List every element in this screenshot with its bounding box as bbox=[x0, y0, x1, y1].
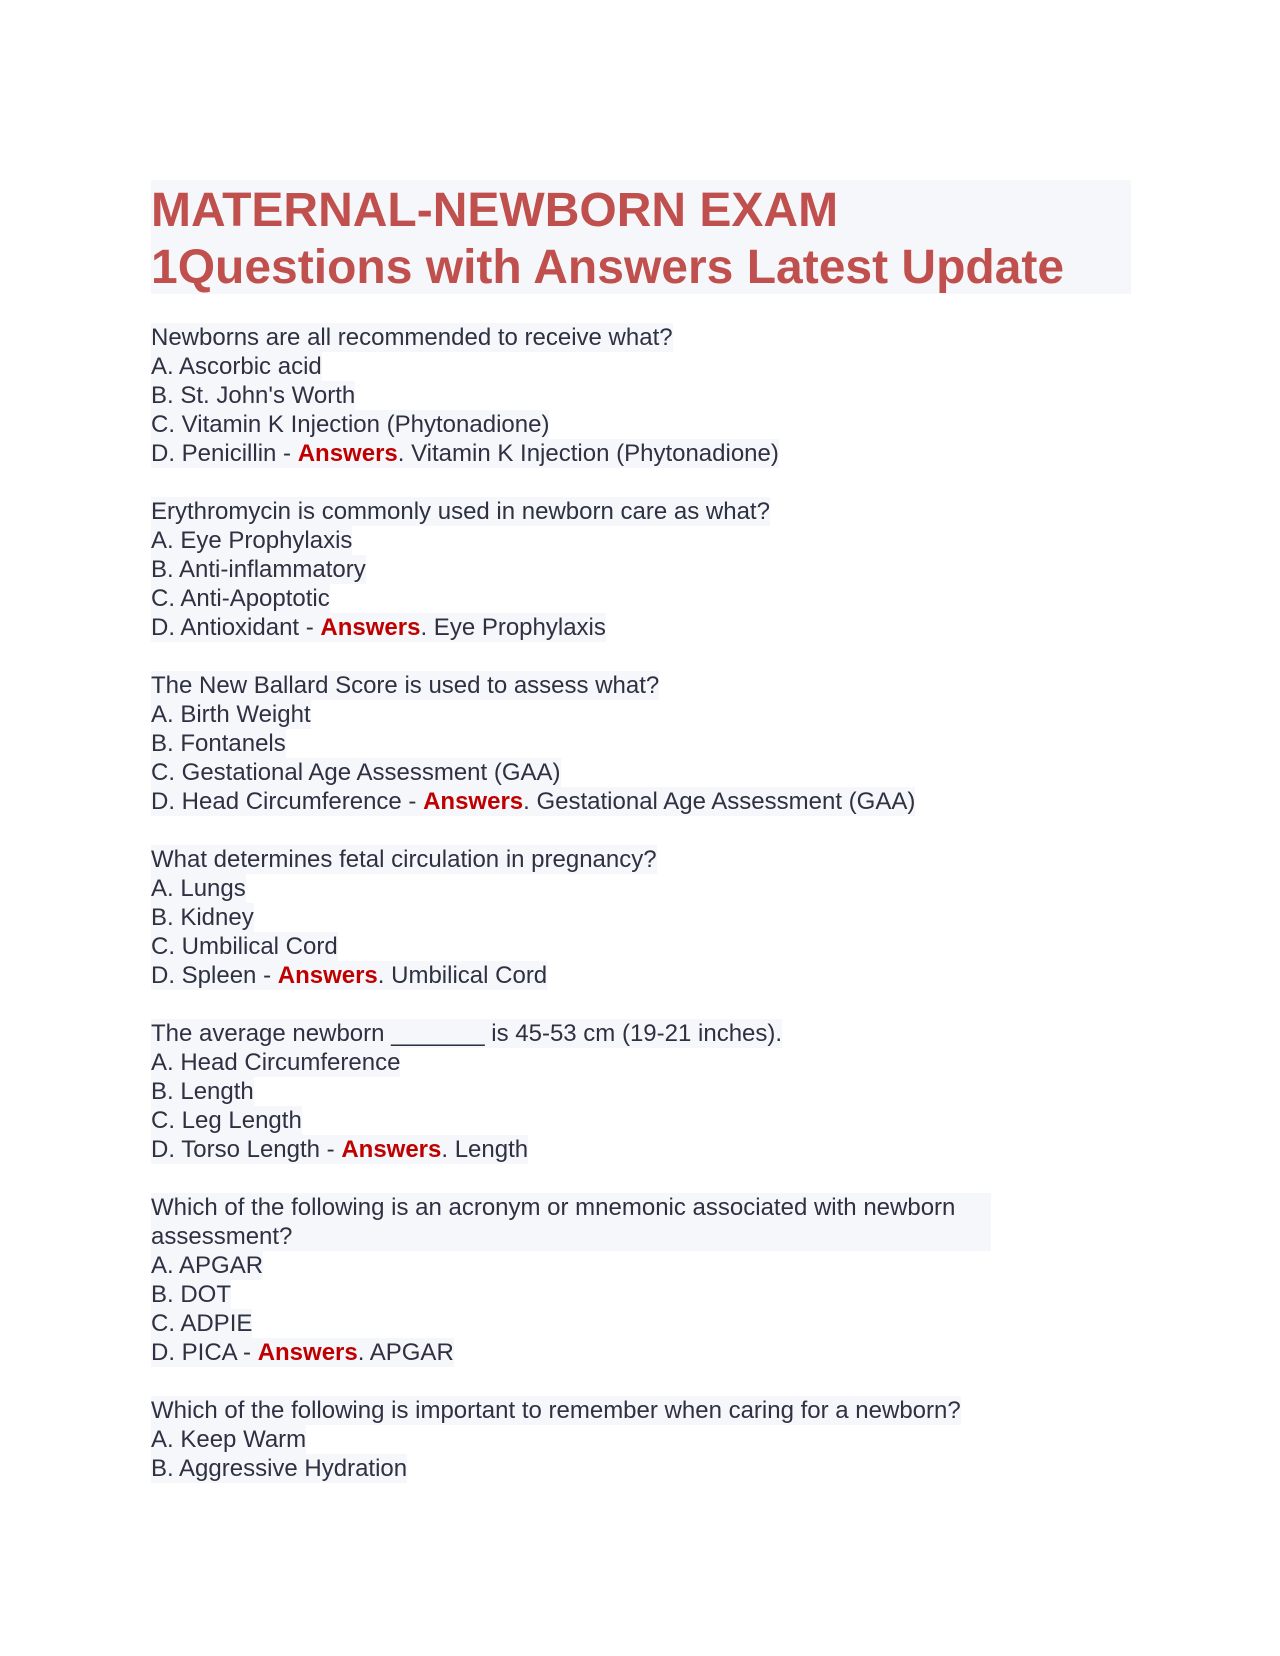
option-d-with-answer bbox=[151, 439, 779, 468]
question-block bbox=[151, 497, 1131, 642]
option-c: C. Vitamin K Injection (Phytonadione) bbox=[151, 411, 550, 438]
option-a: A. Eye Prophylaxis bbox=[151, 527, 353, 554]
correct-answer: . APGAR bbox=[357, 1339, 454, 1366]
option-d: D. Head Circumference - bbox=[151, 788, 424, 815]
question-block bbox=[151, 1019, 1131, 1164]
option-c: C. Gestational Age Assessment (GAA) bbox=[151, 759, 561, 786]
title-line-2: 1Questions with Answers Latest Update bbox=[151, 241, 1065, 294]
document-page bbox=[151, 180, 1131, 1512]
option-b: B. Fontanels bbox=[151, 730, 286, 757]
question-list bbox=[151, 323, 1131, 1483]
correct-answer: . Eye Prophylaxis bbox=[420, 614, 606, 641]
answers-keyword: Answers bbox=[257, 1339, 358, 1366]
option-a: A. APGAR bbox=[151, 1252, 264, 1279]
option-a: A. Head Circumference bbox=[151, 1049, 401, 1076]
question-text: Newborns are all recommended to receive what? bbox=[151, 324, 673, 351]
option-b: B. DOT bbox=[151, 1281, 232, 1308]
option-d: D. Antioxidant - bbox=[151, 614, 321, 641]
document-title bbox=[151, 180, 1131, 294]
option-c: C. ADPIE bbox=[151, 1310, 253, 1337]
option-d-with-answer bbox=[151, 787, 915, 816]
question-block bbox=[151, 1396, 1131, 1483]
title-line-1: MATERNAL-NEWBORN EXAM bbox=[151, 184, 839, 237]
question-text: The New Ballard Score is used to assess what? bbox=[151, 672, 660, 699]
option-b: B. Anti-inflammatory bbox=[151, 556, 366, 583]
question-block bbox=[151, 671, 1131, 816]
question-text: Which of the following is an acronym or mnemonic associated with newborn assessment? bbox=[151, 1193, 991, 1251]
question-text: The average newborn _______ is 45-53 cm (19-21 inches). bbox=[151, 1020, 783, 1047]
answers-keyword: Answers bbox=[297, 440, 398, 467]
option-b: B. Kidney bbox=[151, 904, 254, 931]
correct-answer: . Umbilical Cord bbox=[377, 962, 548, 989]
correct-answer: . Gestational Age Assessment (GAA) bbox=[523, 788, 916, 815]
option-c: C. Anti-Apoptotic bbox=[151, 585, 330, 612]
question-block bbox=[151, 1193, 1131, 1367]
option-a: A. Ascorbic acid bbox=[151, 353, 322, 380]
option-d-with-answer bbox=[151, 1338, 454, 1367]
question-text: Which of the following is important to remember when caring for a newborn? bbox=[151, 1397, 961, 1424]
option-b: B. Length bbox=[151, 1078, 254, 1105]
answers-keyword: Answers bbox=[320, 614, 421, 641]
question-block bbox=[151, 845, 1131, 990]
question-block bbox=[151, 323, 1131, 468]
answers-keyword: Answers bbox=[423, 788, 524, 815]
option-d-with-answer bbox=[151, 961, 547, 990]
option-a: A. Lungs bbox=[151, 875, 246, 902]
option-a: A. Birth Weight bbox=[151, 701, 311, 728]
option-d-with-answer bbox=[151, 613, 606, 642]
option-d: D. Spleen - bbox=[151, 962, 278, 989]
answers-keyword: Answers bbox=[277, 962, 378, 989]
question-text: Erythromycin is commonly used in newborn care as what? bbox=[151, 498, 770, 525]
option-c: C. Leg Length bbox=[151, 1107, 302, 1134]
correct-answer: . Vitamin K Injection (Phytonadione) bbox=[397, 440, 779, 467]
option-d: D. Penicillin - bbox=[151, 440, 298, 467]
option-d: D. PICA - bbox=[151, 1339, 258, 1366]
option-c: C. Umbilical Cord bbox=[151, 933, 338, 960]
option-d: D. Torso Length - bbox=[151, 1136, 342, 1163]
option-b: B. Aggressive Hydration bbox=[151, 1455, 408, 1482]
question-text: What determines fetal circulation in pregnancy? bbox=[151, 846, 657, 873]
option-a: A. Keep Warm bbox=[151, 1426, 307, 1453]
answers-keyword: Answers bbox=[341, 1136, 442, 1163]
correct-answer: . Length bbox=[441, 1136, 529, 1163]
option-d-with-answer bbox=[151, 1135, 528, 1164]
option-b: B. St. John's Worth bbox=[151, 382, 356, 409]
